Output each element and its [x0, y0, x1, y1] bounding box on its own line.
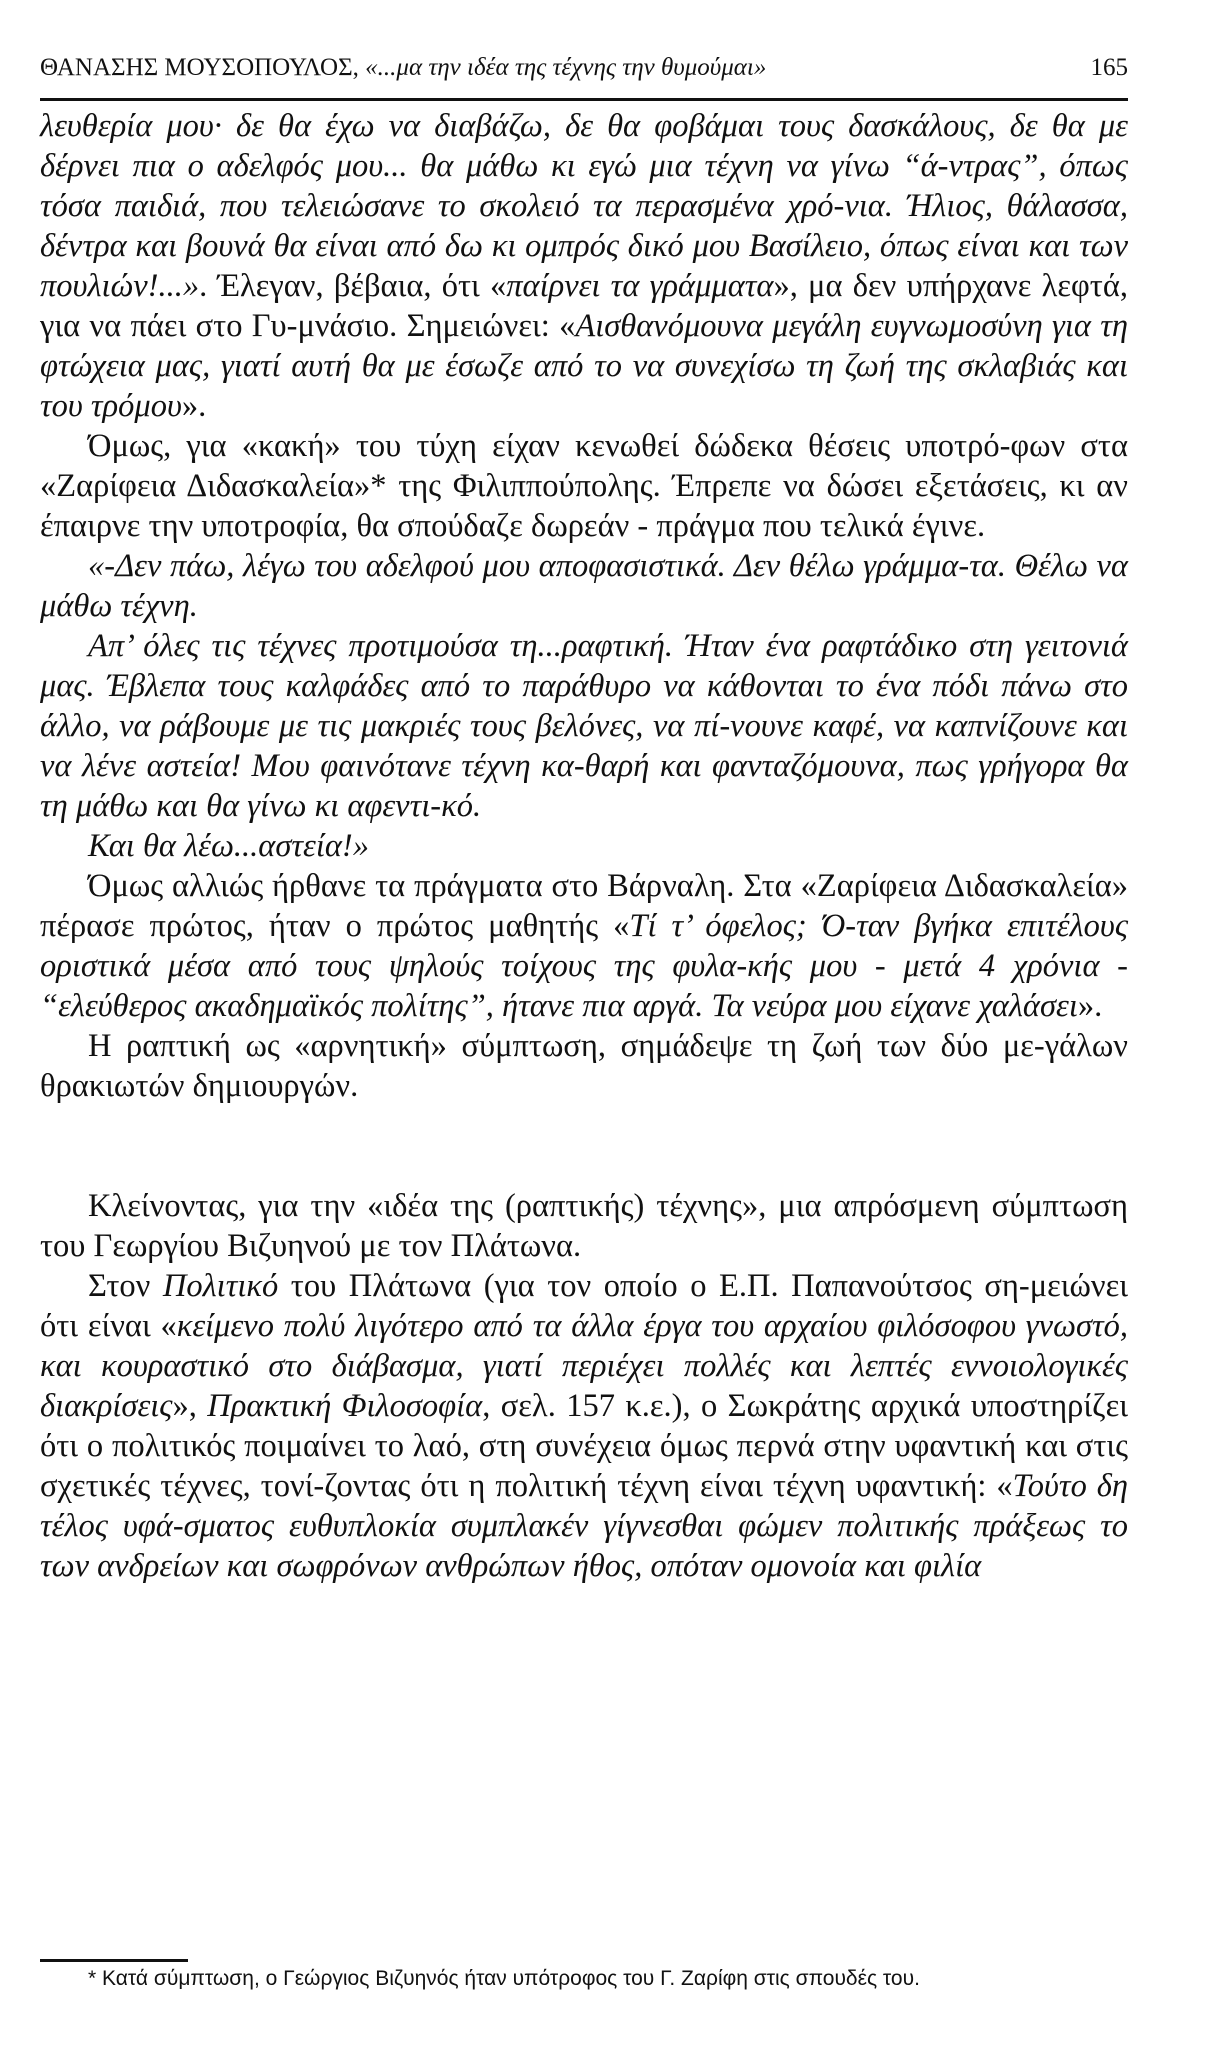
text-run: ».	[1077, 988, 1103, 1024]
footnote-rule	[40, 1959, 188, 1962]
italic-run: Αισθανόμουνα μεγάλη ευγνωμοσύνη για τη φτώχεια μας, γιατί αυτή θα με έσωζε από το να συνεχίσω τη ζωή της σκλαβιάς και του τρόμου	[40, 308, 1128, 424]
footnote-text: * Κατά σύμπτωση, ο Γεώργιος Βιζυηνός ήταν υπότροφος του Γ. Ζαρίφη στις σπουδές του.	[88, 1967, 920, 1990]
body-text	[40, 106, 1128, 1586]
header-work-title: «...μα την ιδέα της τέχνης την θυμούμαι»	[365, 54, 767, 81]
paragraph	[40, 866, 1128, 1026]
paragraph	[40, 826, 1128, 866]
paragraph	[40, 426, 1128, 546]
paragraph	[40, 546, 1128, 626]
italic-run: Τούτο δη τέλος υφά-σματος ευθυπλοκία συμπλακέν γίγνεσθαι φώμεν πολιτικής πράξεως το των ανδρείων και σωφρόνων ανθρώπων ήθος, οπόταν ομονοία και φιλία	[40, 1468, 1129, 1584]
text-run: του Πλάτωνα (για τον οποίο ο Ε.Π. Παπανούτσος ση-μειώνει ότι είναι «	[40, 1268, 1128, 1344]
paragraph	[40, 106, 1128, 426]
footnote	[40, 1964, 1128, 1993]
header-rule	[40, 98, 1128, 101]
text-run: », μα δεν υπήρχανε λεφτά, για να πάει στο Γυ-μνάσιο. Σημειώνει: «	[40, 268, 1128, 344]
paragraph	[40, 626, 1128, 826]
paragraph	[40, 1186, 1128, 1266]
running-header	[40, 52, 1128, 84]
italic-run: παίρνει τα γράμματα	[506, 268, 774, 304]
text-run: Κλείνοντας, για την «ιδέα της (ραπτικής) τέχνης», μια απρόσμενη σύμπτωση του Γεωργίου Βιζυηνού με τον Πλάτωνα.	[40, 1188, 1128, 1264]
paragraph	[40, 1026, 1128, 1106]
italic-run: Και θα λέω...αστεία!»	[88, 828, 369, 864]
text-run: Όμως, για «κακή» του τύχη είχαν κενωθεί δώδεκα θέσεις υποτρό-φων στα «Ζαρίφεια Διδασκαλεία»* της Φιλιππούπολης. Έπρεπε να δώσει εξετάσεις, κι αν έπαιρνε την υποτροφία, θα σπούδαζε δωρεάν - πράγμα που τελικά έγινε.	[40, 428, 1128, 544]
text-run: Όμως αλλιώς ήρθανε τα πράγματα στο Βάρναλη. Στα «Ζαρίφεια Διδασκαλεία» πέρασε πρώτος, ήταν ο πρώτος μαθητής «	[40, 868, 1128, 944]
italic-run: Απ’ όλες τις τέχνες προτιμούσα τη...ραφτική. Ήταν ένα ραφτάδικο στη γειτονιά μας. Έβλεπα τους καλφάδες από το παράθυρο να κάθονται το ένα πόδι πάνω στο άλλο, να ράβουμε με τις μακριές τους βελόνες, να πί-νουνε καφέ, να καπνίζουνε και να λένε αστεία! Μου φαινότανε τέχνη κα-θαρή και φανταζόμουνα, πως γρήγορα θα τη μάθω και θα γίνω κι αφεντι-κό.	[40, 628, 1128, 824]
text-run: »,	[172, 1388, 208, 1424]
italic-run: κείμενο πολύ λιγότερο από τα άλλα έργα του αρχαίου φιλόσοφου γνωστό, και κουραστικό στο διάβασμα, γιατί περιέχει πολλές και λεπτές εννοιολογικές διακρίσεις	[40, 1308, 1128, 1424]
text-run: Στον	[88, 1268, 163, 1304]
header-title	[40, 52, 766, 84]
paragraph	[40, 1266, 1128, 1586]
text-run: , σελ. 157 κ.ε.), ο Σωκράτης αρχικά υποστηρίζει ότι ο πολιτικός ποιμαίνει το λαό, στη συνέχεια όμως περνά στην υφαντική και στις σχετικές τέχνες, τονί-ζοντας ότι η πολιτική τέχνη είναι τέχνη υφαντική: «	[40, 1388, 1128, 1504]
italic-run: Τί τ’ όφελος; Ό-ταν βγήκα επιτέλους οριστικά μέσα από τους ψηλούς τοίχους της φυλα-κής μου - μετά 4 χρόνια - “ελεύθερος ακαδημαϊκός πολίτης”, ήτανε πια αργά. Τα νεύρα μου είχανε χαλάσει	[40, 908, 1129, 1024]
text-run: . Έλεγαν, βέβαια, ότι «	[199, 268, 507, 304]
italic-run: Πρακτική Φιλοσοφία	[207, 1388, 483, 1424]
italic-run: «-Δεν πάω, λέγω του αδελφού μου αποφασιστικά. Δεν θέλω γράμμα-τα. Θέλω να μάθω τέχνη.	[40, 548, 1128, 624]
text-run: ».	[181, 388, 207, 424]
page-number: 165	[1090, 54, 1128, 81]
text-run: Η ραπτική ως «αρνητική» σύμπτωση, σημάδεψε τη ζωή των δύο με-γάλων θρακιωτών δημιουργών.	[40, 1028, 1128, 1104]
italic-run: Πολιτικό	[162, 1268, 279, 1304]
italic-run: λευθερία μου· δε θα έχω να διαβάζω, δε θα φοβάμαι τους δασκάλους, δε θα με δέρνει πια ο αδελφός μου... θα μάθω κι εγώ μια τέχνη να γίνω “ά-ντρας”, όπως τόσα παιδιά, που τελειώσανε το σκολειό τα περασμένα χρό-νια. Ήλιος, θάλασσα, δέντρα και βουνά θα είναι από δω κι ομπρός δικό μου Βασίλειο, όπως είναι και των πουλιών!...»	[40, 108, 1128, 304]
header-author: ΘΑΝΑΣΗΣ ΜΟΥΣΟΠΟΥΛΟΣ,	[40, 54, 359, 81]
